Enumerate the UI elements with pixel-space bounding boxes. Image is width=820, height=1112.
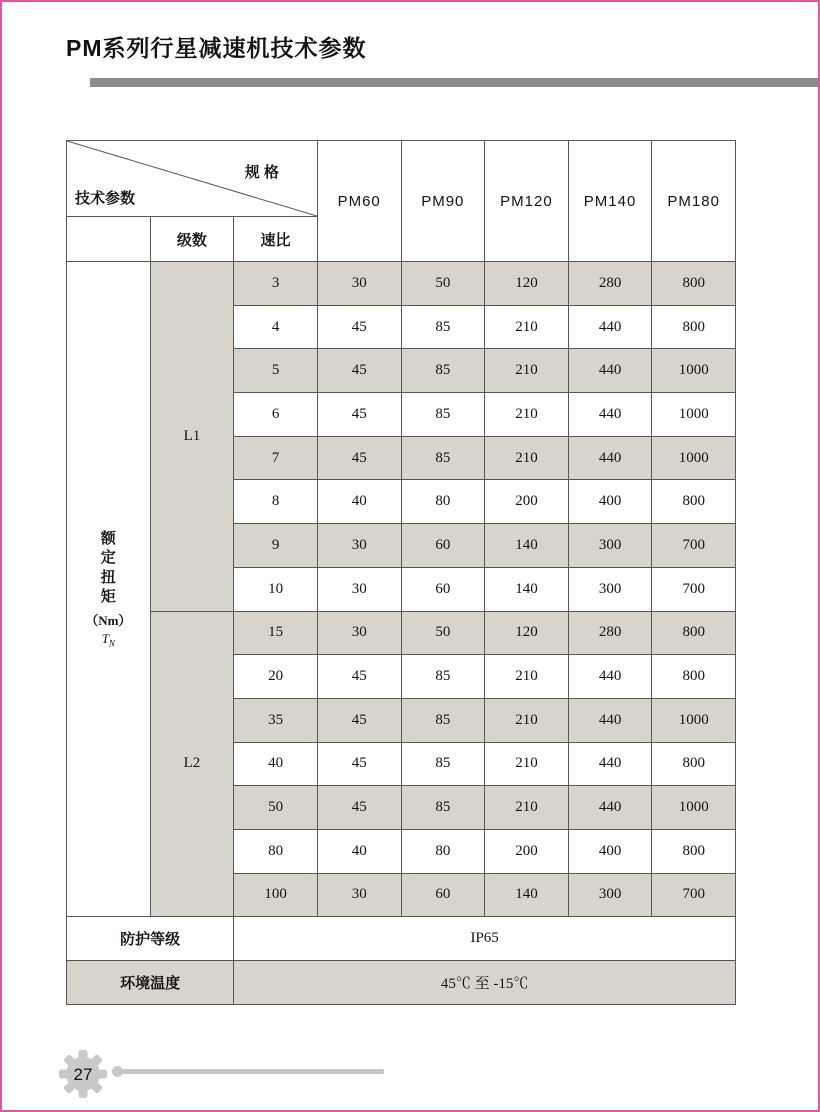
value-cell: 800 [652, 742, 736, 786]
ratio-cell: 6 [234, 393, 318, 437]
value-cell: 85 [401, 393, 485, 437]
value-cell: 60 [401, 873, 485, 917]
gear-icon [57, 1048, 109, 1100]
value-cell: 50 [401, 611, 485, 655]
temperature-row [67, 961, 736, 1005]
ratio-cell: 20 [234, 655, 318, 699]
value-cell: 210 [485, 786, 569, 830]
column-header-pm60: PM60 [317, 141, 401, 262]
value-cell: 45 [317, 742, 401, 786]
ratio-cell: 10 [234, 567, 318, 611]
value-cell: 210 [485, 305, 569, 349]
value-cell: 800 [652, 829, 736, 873]
ratio-cell: 8 [234, 480, 318, 524]
value-cell: 300 [568, 567, 652, 611]
value-cell: 300 [568, 873, 652, 917]
value-cell: 140 [485, 524, 569, 568]
value-cell: 440 [568, 349, 652, 393]
value-cell: 30 [317, 873, 401, 917]
value-cell: 700 [652, 524, 736, 568]
value-cell: 1000 [652, 393, 736, 437]
value-cell: 40 [317, 829, 401, 873]
column-header-pm90: PM90 [401, 141, 485, 262]
table-row [67, 262, 736, 306]
value-cell: 85 [401, 305, 485, 349]
column-header-pm140: PM140 [568, 141, 652, 262]
value-cell: 400 [568, 829, 652, 873]
torque-unit: （Nm） [85, 612, 132, 628]
temperature-value: 45℃ 至 -15℃ [234, 961, 736, 1005]
table-body [67, 141, 736, 1005]
table-row [67, 611, 736, 655]
value-cell: 140 [485, 873, 569, 917]
title-underline-bar [90, 78, 818, 87]
protection-row [67, 917, 736, 961]
value-cell: 85 [401, 436, 485, 480]
value-cell: 1000 [652, 698, 736, 742]
value-cell: 30 [317, 524, 401, 568]
value-cell: 800 [652, 305, 736, 349]
value-cell: 800 [652, 611, 736, 655]
value-cell: 440 [568, 393, 652, 437]
stage-cell-l1: L1 [150, 262, 234, 612]
value-cell: 1000 [652, 786, 736, 830]
value-cell: 45 [317, 786, 401, 830]
ratio-cell: 15 [234, 611, 318, 655]
value-cell: 440 [568, 786, 652, 830]
ratio-cell: 3 [234, 262, 318, 306]
page-number: 27 [73, 1065, 93, 1084]
torque-label-cell [67, 262, 151, 917]
value-cell: 200 [485, 829, 569, 873]
ratio-cell: 80 [234, 829, 318, 873]
ratio-cell: 100 [234, 873, 318, 917]
value-cell: 1000 [652, 349, 736, 393]
corner-label-spec: 规 格 [244, 164, 279, 181]
ratio-cell: 50 [234, 786, 318, 830]
value-cell: 85 [401, 742, 485, 786]
value-cell: 30 [317, 567, 401, 611]
stage-header: 级数 [150, 217, 234, 262]
value-cell: 210 [485, 436, 569, 480]
value-cell: 280 [568, 262, 652, 306]
value-cell: 440 [568, 436, 652, 480]
value-cell: 45 [317, 393, 401, 437]
protection-label: 防护等级 [67, 917, 234, 961]
value-cell: 440 [568, 698, 652, 742]
value-cell: 40 [317, 480, 401, 524]
value-cell: 440 [568, 742, 652, 786]
value-cell: 210 [485, 742, 569, 786]
header-row [67, 141, 736, 217]
value-cell: 210 [485, 655, 569, 699]
column-header-pm120: PM120 [485, 141, 569, 262]
value-cell: 800 [652, 262, 736, 306]
page-title: PM系列行星减速机技术参数 [66, 35, 367, 61]
value-cell: 45 [317, 349, 401, 393]
corner-label-params: 技术参数 [75, 190, 136, 207]
stage-cell-l2: L2 [150, 611, 234, 917]
value-cell: 85 [401, 698, 485, 742]
ratio-cell: 5 [234, 349, 318, 393]
value-cell: 80 [401, 829, 485, 873]
value-cell: 210 [485, 698, 569, 742]
torque-symbol: $T_N$ [101, 630, 115, 649]
value-cell: 30 [317, 262, 401, 306]
footer-line [118, 1069, 384, 1074]
value-cell: 30 [317, 611, 401, 655]
value-cell: 85 [401, 655, 485, 699]
ratio-cell: 9 [234, 524, 318, 568]
value-cell: 700 [652, 567, 736, 611]
temperature-label: 环境温度 [67, 961, 234, 1005]
value-cell: 440 [568, 655, 652, 699]
value-cell: 45 [317, 436, 401, 480]
spec-table [66, 140, 736, 1005]
value-cell: 440 [568, 305, 652, 349]
value-cell: 60 [401, 567, 485, 611]
value-cell: 700 [652, 873, 736, 917]
ratio-cell: 7 [234, 436, 318, 480]
value-cell: 300 [568, 524, 652, 568]
value-cell: 45 [317, 655, 401, 699]
value-cell: 120 [485, 611, 569, 655]
value-cell: 280 [568, 611, 652, 655]
value-cell: 800 [652, 655, 736, 699]
value-cell: 1000 [652, 436, 736, 480]
value-cell: 140 [485, 567, 569, 611]
column-header-pm180: PM180 [652, 141, 736, 262]
value-cell: 45 [317, 698, 401, 742]
empty-cell [67, 217, 151, 262]
ratio-cell: 4 [234, 305, 318, 349]
value-cell: 60 [401, 524, 485, 568]
ratio-header: 速比 [234, 217, 318, 262]
value-cell: 50 [401, 262, 485, 306]
value-cell: 85 [401, 349, 485, 393]
value-cell: 200 [485, 480, 569, 524]
value-cell: 80 [401, 480, 485, 524]
ratio-cell: 40 [234, 742, 318, 786]
value-cell: 210 [485, 349, 569, 393]
value-cell: 45 [317, 305, 401, 349]
value-cell: 210 [485, 393, 569, 437]
value-cell: 800 [652, 480, 736, 524]
ratio-cell: 35 [234, 698, 318, 742]
value-cell: 400 [568, 480, 652, 524]
torque-label: 额定扭矩 [100, 530, 116, 606]
value-cell: 120 [485, 262, 569, 306]
corner-header-cell [67, 141, 318, 217]
value-cell: 85 [401, 786, 485, 830]
protection-value: IP65 [234, 917, 736, 961]
